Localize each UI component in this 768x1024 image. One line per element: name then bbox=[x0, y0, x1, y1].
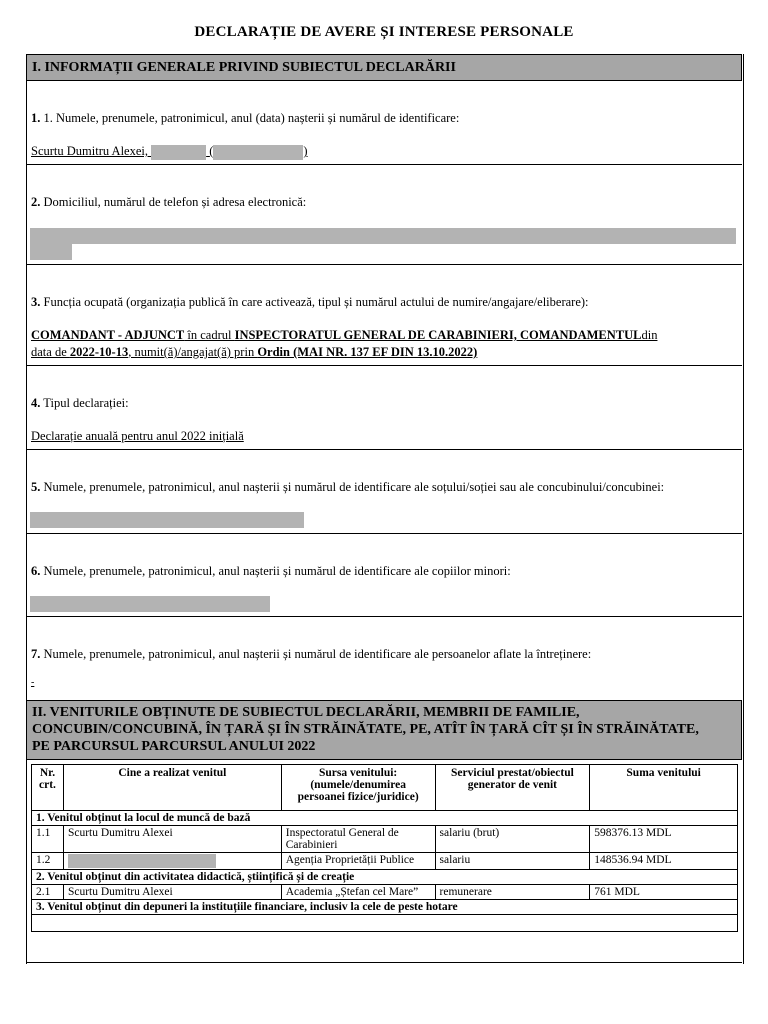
document-title: DECLARAȚIE DE AVERE ȘI INTERESE PERSONALE bbox=[194, 24, 574, 40]
income-table bbox=[31, 764, 738, 932]
function-title: COMANDANT - ADJUNCT bbox=[31, 328, 185, 342]
redacted-address bbox=[30, 228, 736, 244]
table-row: 2.1 Scurtu Dumitru Alexei Academia „Ștefan cel Mare” remunerare 761 MDL bbox=[32, 885, 738, 900]
item-7-question: 7. Numele, prenumele, patronimicul, anul nașterii și numărul de identificare ale persoanelor aflate la întreținere: bbox=[31, 647, 592, 661]
item-4-question: 4. Tipul declarației: bbox=[31, 396, 129, 410]
table-row: 1.2 Agenția Proprietății Publice salariu 148536.94 MDL bbox=[32, 853, 738, 870]
col-nr: Nr. crt. bbox=[32, 765, 64, 811]
item-6-question: 6. Numele, prenumele, patronimicul, anul nașterii și numărul de identificare ale copiilor minori: bbox=[31, 564, 511, 578]
redacted-birthdate bbox=[151, 145, 206, 160]
item-1-question: 1. 1. Numele, prenumele, patronimicul, anul (data) nașterii și numărul de identificare: bbox=[31, 111, 460, 125]
item-3-answer-line1: COMANDANT - ADJUNCT în cadrul INSPECTORATUL GENERAL DE CARABINIERI, COMANDAMENTULdin bbox=[31, 328, 658, 342]
col-source: Sursa venitului: (numele/denumirea persoanei fizice/juridice) bbox=[281, 765, 435, 811]
item-2 bbox=[26, 165, 742, 265]
item-2-question: 2. Domiciliul, numărul de telefon și adresa electronică: bbox=[31, 195, 307, 209]
redacted-family-member bbox=[68, 854, 216, 868]
item-1 bbox=[26, 81, 742, 165]
declaration-type: Declarație anuală pentru anul 2022 inițială bbox=[31, 429, 244, 443]
redacted-children bbox=[30, 596, 270, 612]
redacted-idnp bbox=[213, 145, 303, 160]
organization-name: INSPECTORATUL GENERAL DE CARABINIERI, COMANDAMENTUL bbox=[234, 328, 642, 342]
group-row: 3. Venitul obținut din depuneri la instituțiile financiare, inclusiv la cele de peste hotare bbox=[32, 900, 738, 915]
item-3 bbox=[26, 265, 742, 366]
col-who: Cine a realizat venitul bbox=[63, 765, 281, 811]
item-7 bbox=[26, 617, 742, 700]
group-row: 1. Venitul obținut la locul de muncă de bază bbox=[32, 811, 738, 826]
item-6 bbox=[26, 534, 742, 617]
declarant-name: Scurtu Dumitru Alexei, bbox=[31, 144, 148, 158]
appointment-date: 2022-10-13 bbox=[69, 345, 129, 359]
item-3-answer-line2: data de 2022-10-13, numit(ă)/angajat(ă) prin Ordin (MAI NR. 137 EF DIN 13.10.2022) bbox=[31, 345, 478, 359]
table-header-row bbox=[32, 765, 738, 811]
item-5 bbox=[26, 450, 742, 534]
col-amount: Suma venitului bbox=[590, 765, 738, 811]
redacted-spouse bbox=[30, 512, 304, 528]
item-3-question: 3. Funcția ocupată (organizația publică în care activează, tipul și numărul actului de numire/angajare/eliberare): bbox=[31, 295, 589, 309]
table-row: 1.1 Scurtu Dumitru Alexei Inspectoratul General de Carabinieri salariu (brut) 598376.13 MDL bbox=[32, 826, 738, 853]
item-4 bbox=[26, 366, 742, 450]
item-5-question: 5. Numele, prenumele, patronimicul, anul nașterii și numărul de identificare ale soțului/soției sau ale concubinului/concubinei: bbox=[31, 480, 665, 494]
item-1-answer: Scurtu Dumitru Alexei, ( ) bbox=[31, 144, 308, 158]
appointment-act: Ordin (MAI NR. 137 EF DIN 13.10.2022) bbox=[257, 345, 478, 359]
page-bottom-rule bbox=[26, 962, 742, 963]
item-7-answer: - bbox=[31, 677, 35, 688]
col-service: Serviciul prestat/obiectul generator de venit bbox=[435, 765, 590, 811]
section1-header: I. INFORMAȚII GENERALE PRIVIND SUBIECTUL DECLARĂRII bbox=[26, 54, 742, 81]
section2-header: II. VENITURILE OBȚINUTE DE SUBIECTUL DECLARĂRII, MEMBRII DE FAMILIE, CONCUBIN/CONCUBINĂ, ÎN ȚARĂ ȘI ÎN STRĂINĂTATE, PE, ATÎT ÎN ȚARĂ CÎT ȘI ÎN STRĂINĂTATE, PE PARCURSUL PARCURSUL ANULUI 2022 bbox=[26, 700, 742, 760]
redacted-address-cont bbox=[30, 244, 72, 260]
group-row: 2. Venitul obținut din activitatea didactică, științifică și de creație bbox=[32, 870, 738, 885]
table-row bbox=[32, 915, 738, 932]
